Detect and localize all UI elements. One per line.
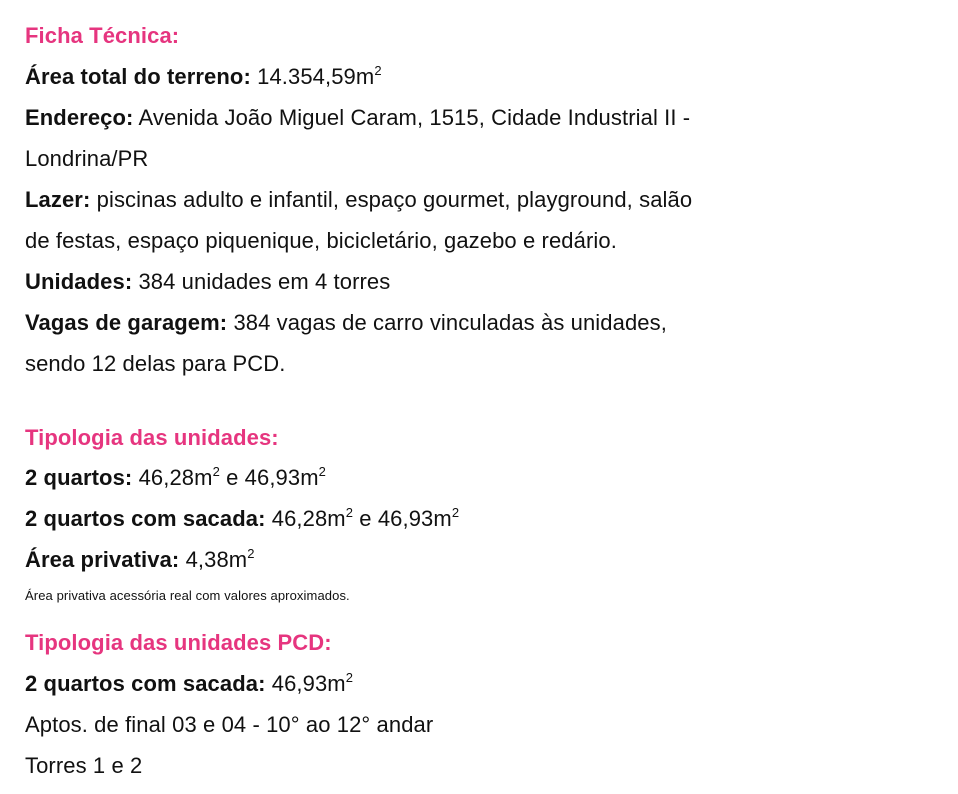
vagas-value-line1: 384 vagas de carro vinculadas às unidades, [233, 310, 667, 335]
area-total-unit-sup: 2 [374, 63, 382, 78]
area-privativa-row [25, 546, 255, 574]
area-total-row [25, 63, 382, 91]
area-privativa-label: Área privativa: [25, 547, 180, 572]
tipologia-pcd-item-label: 2 quartos com sacada: [25, 671, 266, 696]
endereco-label: Endereço: [25, 105, 134, 130]
tipologia-item-value-a: 46,28m [138, 465, 213, 490]
tipologia-item-label: 2 quartos: [25, 465, 133, 490]
unit-sup: 2 [247, 546, 255, 561]
unidades-label: Unidades: [25, 269, 133, 294]
tipologia-pcd-torres: Torres 1 e 2 [25, 753, 143, 778]
unit-sup: 2 [345, 670, 354, 685]
unit-sup: 2 [451, 505, 460, 520]
endereco-value-line1: Avenida João Miguel Caram, 1515, Cidade Industrial II - [138, 105, 691, 130]
unidades-value: 384 unidades em 4 torres [138, 269, 391, 294]
ficha-tecnica-heading: Ficha Técnica: [25, 23, 180, 48]
lazer-row [25, 186, 692, 214]
connector: e [219, 465, 245, 490]
vagas-row [25, 309, 667, 337]
tipologia-pcd-item-value: 46,93m [271, 671, 346, 696]
tipologia-pcd-item [25, 670, 353, 698]
tipologia-item-2-quartos-sacada [25, 505, 459, 533]
tipologia-item-value-b: 46,93m [377, 506, 452, 531]
connector: e [353, 506, 378, 531]
area-privativa-note: Área privativa acessória real com valores aproximados. [25, 588, 350, 603]
vagas-label: Vagas de garagem: [25, 310, 228, 335]
tipologia-item-2-quartos [25, 464, 326, 492]
vagas-value-line2: sendo 12 delas para PCD. [25, 351, 286, 376]
lazer-value-line1: piscinas adulto e infantil, espaço gourmet, playground, salão [96, 187, 693, 212]
tipologia-pcd-aptos: Aptos. de final 03 e 04 - 10° ao 12° andar [25, 712, 434, 737]
tipologia-item-value-a: 46,28m [271, 506, 346, 531]
area-privativa-value: 4,38m [185, 547, 248, 572]
tipologia-heading: Tipologia das unidades: [25, 425, 279, 450]
area-total-value: 14.354,59m [257, 64, 375, 89]
endereco-row [25, 104, 690, 132]
tipologia-item-value-b: 46,93m [244, 465, 319, 490]
tipologia-item-label: 2 quartos com sacada: [25, 506, 266, 531]
unit-sup: 2 [212, 464, 220, 479]
lazer-value-line2: de festas, espaço piquenique, bicicletário, gazebo e redário. [25, 228, 617, 253]
unit-sup: 2 [345, 505, 354, 520]
lazer-label: Lazer: [25, 187, 91, 212]
unidades-row [25, 268, 390, 296]
unit-sup: 2 [318, 464, 326, 479]
endereco-value-line2: Londrina/PR [25, 146, 149, 171]
area-total-label: Área total do terreno: [25, 64, 251, 89]
tipologia-pcd-heading: Tipologia das unidades PCD: [25, 630, 332, 655]
